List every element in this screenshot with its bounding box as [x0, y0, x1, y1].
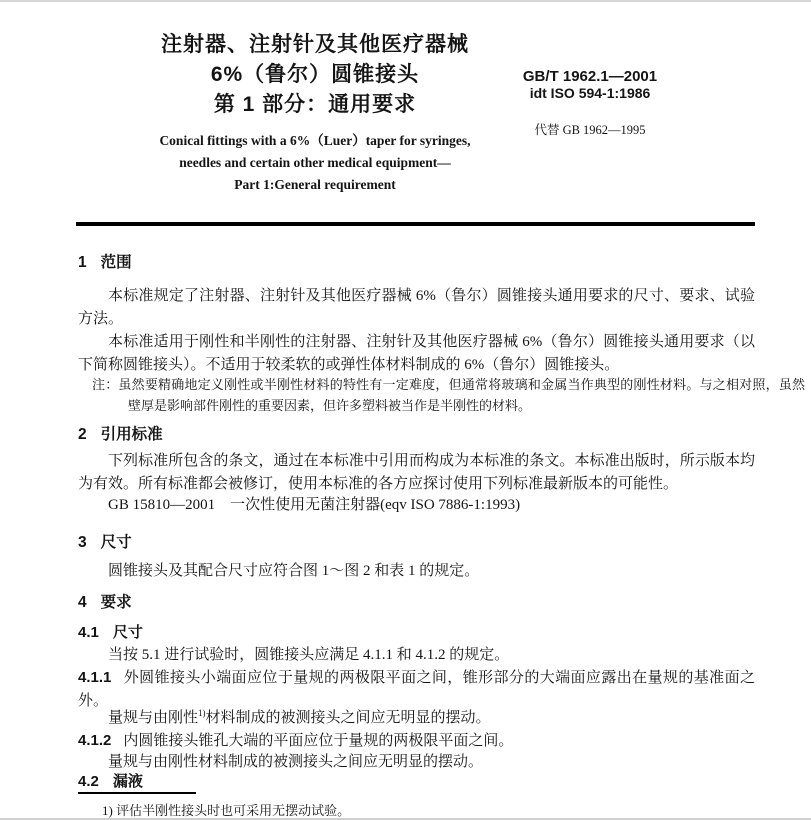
header-divider-rule — [76, 222, 755, 226]
clause-4-1-1-paragraph-2 — [78, 707, 755, 730]
clause-4-1-1-paragraph — [78, 666, 755, 713]
footnote-text: 1) 评估半刚性接头时也可采用无摆动试验。 — [102, 803, 351, 818]
section-1-paragraph-2: 本标准适用于刚性和半刚性的注射器、注射针及其他医疗器械 6%（鲁尔）圆锥接头通用要求（以下简称圆锥接头）。不适用于较柔软的或弹性体材料制成的 6%（鲁尔）圆锥接头。 — [78, 334, 755, 373]
section-4-title: 要求 — [100, 594, 132, 611]
clause-4-1-2-number: 4.1.2 — [78, 732, 112, 749]
doc-title-en-line-1: Conical fittings with a 6%（Luer）taper for syringes, — [159, 133, 471, 148]
clause-4-2-number: 4.2 — [78, 773, 99, 790]
doc-title-en-line-3: Part 1:General requirement — [234, 177, 396, 192]
section-4-number: 4 — [78, 594, 87, 611]
title-en-block — [0, 130, 630, 196]
section-3-number: 3 — [78, 534, 87, 551]
idt-iso-number: idt ISO 594-1:1986 — [529, 85, 651, 101]
section-1-note: 注：虽然要精确地定义刚性或半刚性材料的特性有一定难度，但通常将玻璃和金属当作典型的刚性材料。与之相对照，虽然壁厚是影响部件刚性的重要因素，但许多塑料被当作是半刚性的材料。 — [92, 377, 805, 413]
footnote-marker: 1) — [198, 708, 206, 718]
clause-4-2-title: 漏液 — [112, 773, 143, 790]
clause-4-1-1-number: 4.1.1 — [78, 669, 112, 686]
footnote-divider-rule — [78, 792, 196, 794]
section-1-heading — [78, 252, 755, 274]
section-2-heading — [78, 424, 755, 446]
standard-number: GB/T 1962.1—2001 — [522, 68, 658, 85]
section-3-title: 尺寸 — [100, 534, 132, 551]
section-2-title: 引用标准 — [100, 426, 163, 443]
scan-edge-top — [0, 0, 811, 2]
doc-title-en-line-2: needles and certain other medical equipment— — [179, 155, 451, 170]
gauge-text-suffix: 材料制成的被测接头之间应无明显的摆动。 — [205, 710, 491, 726]
clause-4-1-number: 4.1 — [78, 624, 99, 641]
section-4-heading — [78, 592, 755, 614]
clause-4-1-2-paragraph — [78, 729, 755, 753]
section-1-paragraph-1: 本标准规定了注射器、注射针及其他医疗器械 6%（鲁尔）圆锥接头通用要求的尺寸、要求、试验方法。 — [78, 288, 755, 327]
section-1-title: 范围 — [100, 254, 132, 271]
clause-4-1-title: 尺寸 — [112, 624, 143, 641]
section-3-paragraph-1: 圆锥接头及其配合尺寸应符合图 1～图 2 和表 1 的规定。 — [108, 563, 480, 579]
section-2-reference: GB 15810—2001 一次性使用无菌注射器(eqv ISO 7886-1:1993) — [108, 497, 521, 513]
clause-4-1-2-text: 内圆锥接头锥孔大端的平面应位于量规的两极限平面之间。 — [123, 733, 514, 749]
clause-4-2-heading — [78, 771, 755, 793]
clause-4-1-heading — [78, 622, 755, 644]
section-3-heading — [78, 532, 755, 554]
doc-title-line-2: 6%（鲁尔）圆锥接头 — [210, 63, 420, 86]
standard-code-block — [500, 68, 680, 102]
doc-title-line-3: 第 1 部分：通用要求 — [213, 93, 417, 116]
gauge-text-prefix: 量规与由刚性 — [108, 710, 199, 726]
section-2-number: 2 — [78, 426, 87, 443]
section-2-paragraph-1: 下列标准所包含的条文，通过在本标准中引用而构成为本标准的条文。本标准出版时，所示版本均为有效。所有标准都会被修订，使用本标准的各方应探讨使用下列标准最新版本的可能性。 — [78, 453, 755, 492]
clause-4-1-2-paragraph-2: 量规与由刚性材料制成的被测接头之间应无明显的摆动。 — [108, 754, 484, 770]
clause-4-1-paragraph: 当按 5.1 进行试验时，圆锥接头应满足 4.1.1 和 4.1.2 的规定。 — [108, 647, 510, 663]
replaces-note: 代替 GB 1962—1995 — [534, 123, 646, 137]
clause-4-1-1-text: 外圆锥接头小端面应位于量规的两极限平面之间，锥形部分的大端面应露出在量规的基准面之外。 — [78, 670, 755, 709]
section-1-number: 1 — [78, 254, 87, 271]
doc-title-line-1: 注射器、注射针及其他医疗器械 — [161, 33, 469, 56]
